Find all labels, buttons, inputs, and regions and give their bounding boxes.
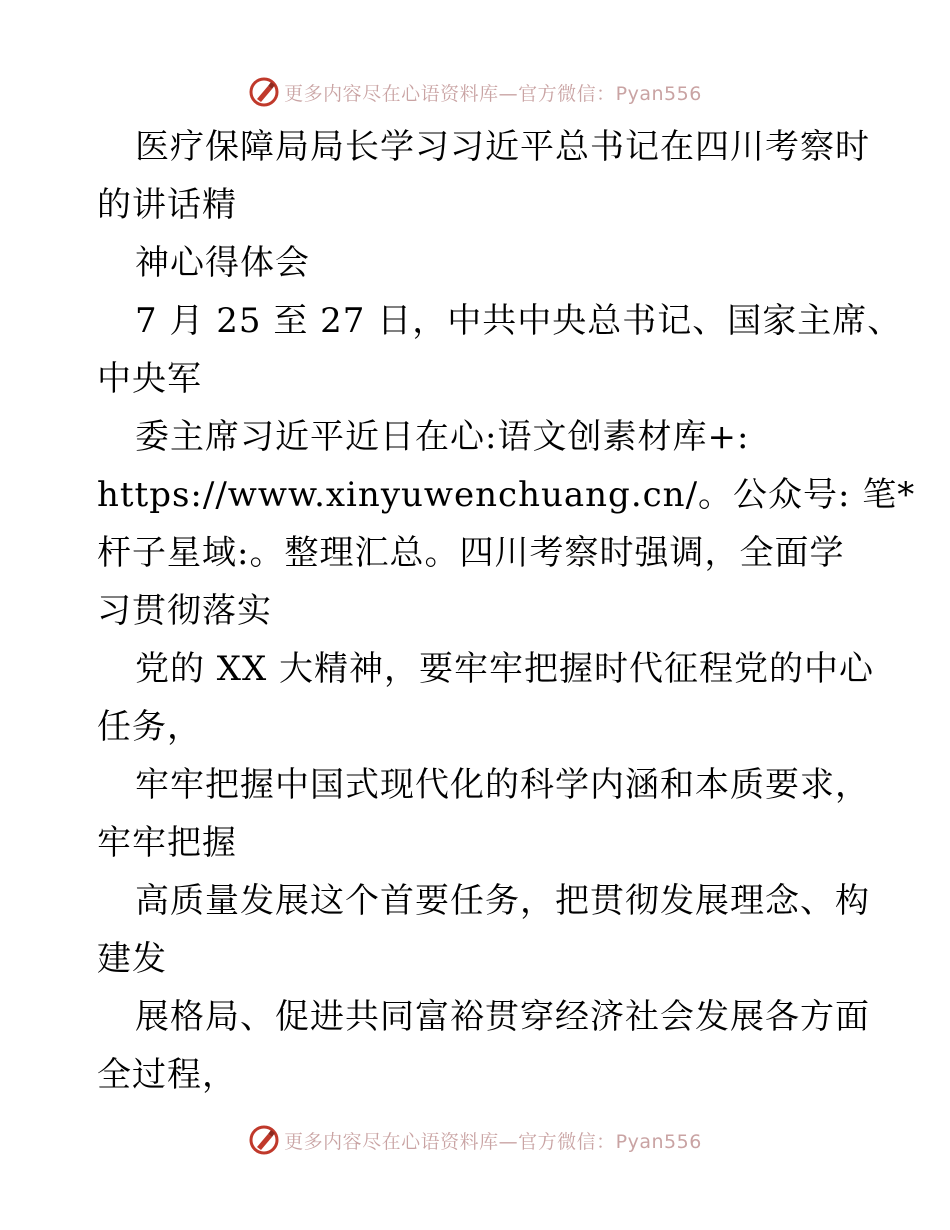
text-line: https://www.xinyuwenchuang.cn/。公众号: 笔* xyxy=(97,475,916,515)
header-banner xyxy=(0,72,950,112)
text-line: 中央军 xyxy=(97,359,202,399)
text-line: 牢牢把握 xyxy=(97,823,237,863)
pen-seal-logo-icon xyxy=(248,76,280,108)
text-line: 展格局、促进共同富裕贯穿经济社会发展各方面 xyxy=(135,997,870,1037)
text-line: 习贯彻落实 xyxy=(97,591,272,631)
text-line: 的讲话精 xyxy=(97,185,237,225)
header-banner-text: 更多内容尽在心语资料库—官方微信：Pyan556 xyxy=(284,82,702,105)
text-line: 建发 xyxy=(97,939,167,979)
footer-banner-text: 更多内容尽在心语资料库—官方微信：Pyan556 xyxy=(284,1130,702,1153)
text-line: 医疗保障局局长学习习近平总书记在四川考察时 xyxy=(135,127,870,167)
footer-banner-inner xyxy=(248,1124,702,1156)
pen-seal-logo-icon xyxy=(248,1124,280,1156)
footer-banner xyxy=(0,1120,950,1160)
text-line: 杆子星域:。整理汇总。四川考察时强调，全面学 xyxy=(97,533,845,573)
text-line: 高质量发展这个首要任务，把贯彻发展理念、构 xyxy=(135,881,870,921)
text-line: 全过程， xyxy=(97,1055,237,1095)
text-line: 牢牢把握中国式现代化的科学内涵和本质要求， xyxy=(135,765,870,805)
text-line: 神心得体会 xyxy=(135,243,310,283)
header-banner-inner xyxy=(248,76,702,108)
text-line: 委主席习近平近日在心:语文创素材库+: xyxy=(135,417,750,457)
document-body xyxy=(97,118,916,1104)
text-line: 7 月 25 至 27 日，中共中央总书记、国家主席、 xyxy=(135,301,903,341)
text-line: 任务， xyxy=(97,707,202,747)
text-line: 党的 XX 大精神，要牢牢把握时代征程党的中心 xyxy=(135,649,875,689)
